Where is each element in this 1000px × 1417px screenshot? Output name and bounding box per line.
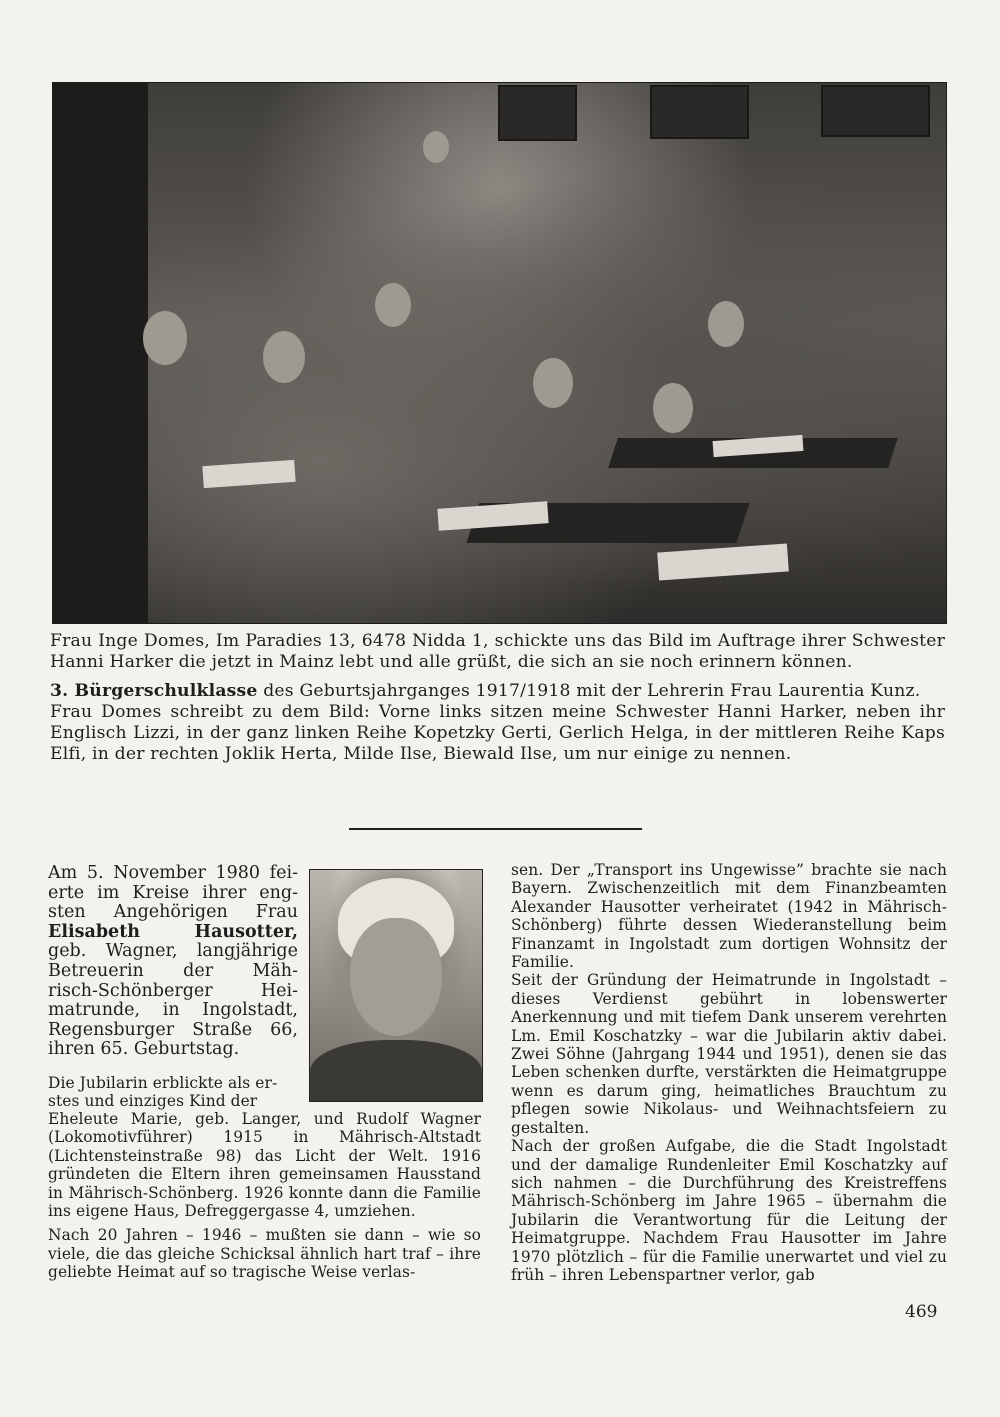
- jubilarian-name: [48, 923, 298, 943]
- intro-line: Regensburger Straße 66,: [48, 1019, 298, 1040]
- intro-line: geb. Wagner, langjährige: [48, 941, 298, 962]
- photo-figure: [375, 283, 411, 327]
- photo-book: [657, 543, 789, 580]
- photo-figure: [653, 383, 693, 433]
- article-right-column: [511, 861, 947, 1284]
- left-mid-line: stes und einziges Kind der: [48, 1092, 258, 1111]
- photo-figure: [143, 311, 187, 365]
- article-left-mid: [48, 1074, 303, 1111]
- right-paragraph-2: Seit der Gründung der Heimatrunde in Ingolstadt – dieses Verdienst gebührt in lobenswerter Anerkennung und mit tiefem Dank unserem verehrten Lm. Emil Koschatzky – war die Jubilarin aktiv dabei. Zwei Söhne (Jahrgang 1944 und 1951), denen sie das Leben schenken durfte, verstärkten die Heimatgruppe wenn es darum ging, heimatliches Brauchtum zu pflegen sowie Nikolaus- und Weihnachtsfeiern zu gestalten.: [511, 971, 947, 1137]
- article-intro: [48, 864, 298, 1060]
- caption-class-title: 3. Bürgerschulklasse: [50, 681, 258, 701]
- caption-paragraph-1: Frau Inge Domes, Im Paradies 13, 6478 Nidda 1, schickte uns das Bild im Auftrage ihrer Schwester Hanni Harker die jetzt in Mainz lebt und alle grüßt, die sich an sie noch erinnern können.: [50, 631, 945, 672]
- portrait-face: [350, 918, 442, 1036]
- left-paragraph-1: Eheleute Marie, geb. Langer, und Rudolf Wagner (Lokomotivführer) 1915 in Mährisch-Altstadt (Lichtensteinstraße 98) das Licht der Welt. 1916 gründeten die Eltern ihren gemeinsamen Hausstand in Mährisch-Schönberg. 1926 konnte dann die Familie ins eigene Haus, Defreggergasse 4, umziehen.: [48, 1110, 481, 1221]
- intro-line: Am 5. November 1980 fei-: [48, 863, 298, 883]
- photo-figure: [708, 301, 744, 347]
- intro-line: sten Angehörigen Frau: [48, 902, 298, 923]
- photo-book: [202, 460, 295, 488]
- left-mid-line: Die Jubilarin erblickte als er-: [48, 1074, 278, 1092]
- right-paragraph-1: sen. Der „Transport ins Ungewisse” brachte sie nach Bayern. Zwischenzeitlich mit dem Finanzbeamten Alexander Hausotter verheiratet (1942 in Mährisch-Schönberg) führte dessen Wiederanstellung beim Finanzamt in Ingolstadt zum dortigen Wohnsitz der Familie.: [511, 861, 947, 972]
- photo-figure: [263, 331, 305, 383]
- portrait-photo: [309, 869, 483, 1102]
- photo-wall-picture: [498, 85, 577, 141]
- class-photo: [52, 82, 947, 624]
- photo-figure: [423, 131, 449, 163]
- intro-line: ihren 65. Geburtstag.: [48, 1039, 240, 1060]
- left-paragraph-2: Nach 20 Jahren – 1946 – mußten sie dann – wie so viele, die das gleiche Schicksal ähnlich hart traf – ihre geliebte Heimat auf so tragische Weise verlas-: [48, 1226, 481, 1282]
- caption-class-text: des Geburtsjahrganges 1917/1918 mit der Lehrerin Frau Laurentia Kunz.: [257, 681, 921, 701]
- intro-line: matrunde, in Ingolstadt,: [48, 1000, 298, 1021]
- photo-caption: [50, 631, 945, 765]
- article-left-column: [48, 1110, 481, 1282]
- portrait-dress: [310, 1040, 482, 1102]
- intro-line: risch-Schönberger Hei-: [48, 980, 298, 1001]
- caption-paragraph-2: [50, 681, 945, 702]
- photo-door: [53, 83, 148, 623]
- section-divider: [349, 828, 642, 830]
- name-first: Elisabeth: [48, 921, 141, 942]
- caption-paragraph-3: Frau Domes schreibt zu dem Bild: Vorne links sitzen meine Schwester Hanni Harker, neben ihr Englisch Lizzi, in der ganz linken Reihe Kopetzky Gerti, Gerlich Helga, in der mittleren Reihe Kaps Elfi, in der rechten Joklik Herta, Milde Ilse, Biewald Ilse, um nur einige zu nennen.: [50, 702, 945, 764]
- intro-line: erte im Kreise ihrer eng-: [48, 882, 298, 903]
- right-paragraph-3: Nach der großen Aufgabe, die die Stadt Ingolstadt und der damalige Rundenleiter Emil Koschatzky auf sich nahmen – die Durchführung des Kreistreffens Mährisch-Schönberg im Jahre 1965 – übernahm die Jubilarin die Verantwortung für die Leitung der Heimatgruppe. Nachdem Frau Hausotter im Jahre 1970 plötzlich – für die Familie unerwartet und viel zu früh – ihren Lebenspartner verlor, gab: [511, 1137, 947, 1284]
- name-last: Hausotter,: [194, 921, 298, 942]
- photo-figure: [533, 358, 573, 408]
- photo-wall-picture: [650, 85, 749, 139]
- page-number: 469: [905, 1302, 938, 1322]
- photo-wall-picture: [821, 85, 930, 137]
- intro-line: Betreuerin der Mäh-: [48, 960, 298, 981]
